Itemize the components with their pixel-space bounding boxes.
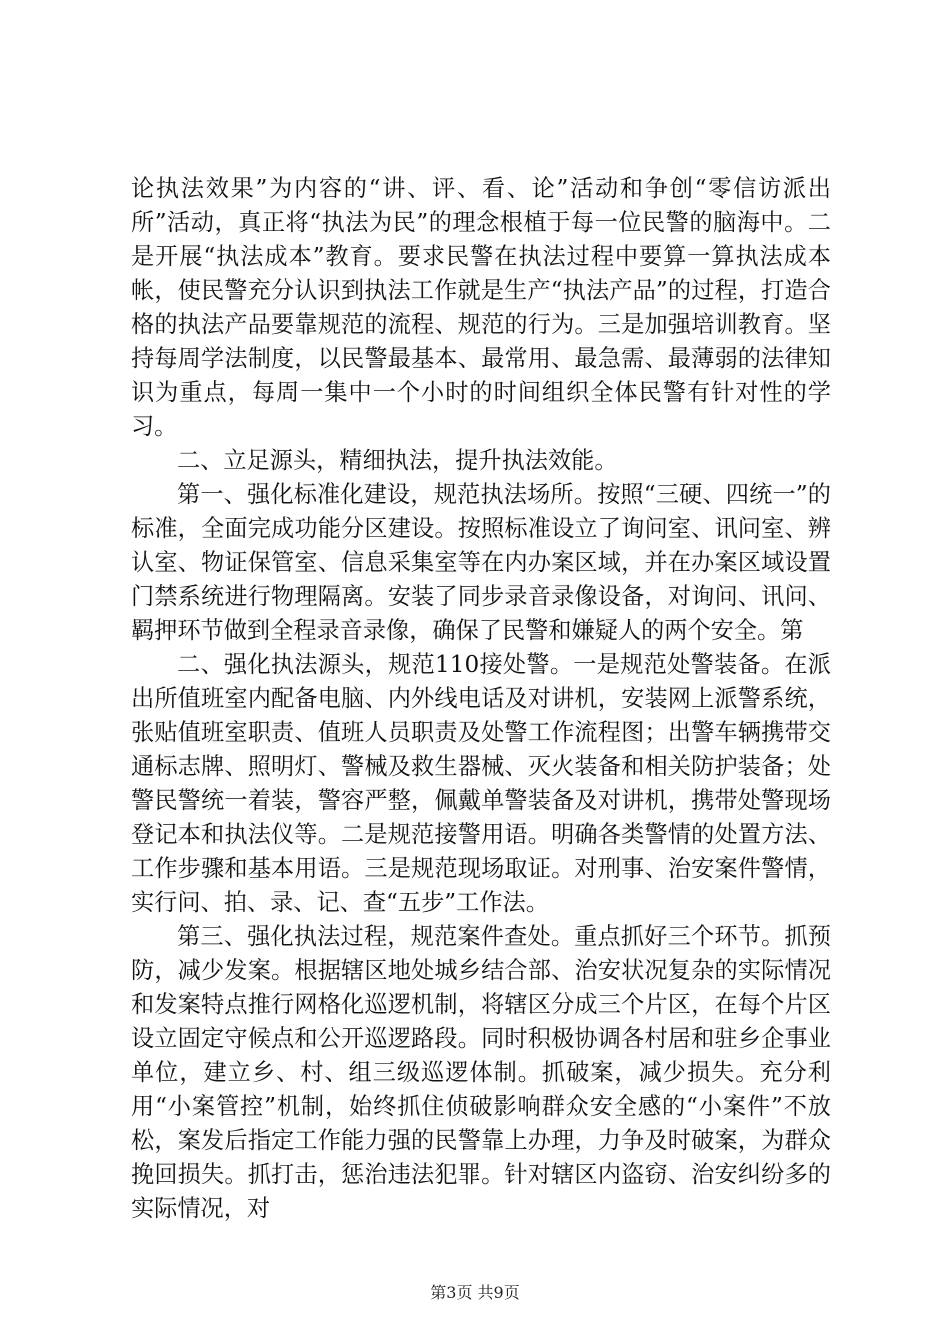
page-footer bbox=[0, 1283, 950, 1303]
paragraph-3: 二、强化执法源头，规范110接处警。一是规范处警装备。在派出所值班室内配备电脑、内外线电话及对讲机，安装网上派警系统，张贴值班室职责、值班人员职责及处警工作流程图；出警车辆携带交通标志牌、照明灯、警械及救生器械、灭火装备和相关防护装备；处警民警统一着装，警容严整，佩戴单警装备及对讲机，携带处警现场登记本和执法仪等。二是规范接警用语。明确各类警情的处置方法、工作步骤和基本用语。三是规范现场取证。对刑事、治安案件警情，实行问、拍、录、记、查“五步”工作法。 bbox=[131, 651, 831, 916]
paragraph-1: 论执法效果”为内容的“讲、评、看、论”活动和争创“零信访派出所”活动，真正将“执法为民”的理念根植于每一位民警的脑海中。二是开展“执法成本”教育。要求民警在执法过程中要算一算执法成本帐，使民警充分认识到执法工作就是生产“执法产品”的过程，打造合格的执法产品要靠规范的流程、规范的行为。三是加强培训教育。坚持每周学法制度，以民警最基本、最常用、最急需、最薄弱的法律知识为重点，每周一集中一个小时的时间组织全体民警有针对性的学习。 bbox=[131, 175, 831, 440]
page-number-label: 第3页 共9页 bbox=[430, 1283, 520, 1302]
paragraph-4: 第三、强化执法过程，规范案件查处。重点抓好三个环节。抓预防，减少发案。根据辖区地处城乡结合部、治安状况复杂的实际情况和发案特点推行网格化巡逻机制，将辖区分成三个片区，在每个片区设立固定守候点和公开巡逻路段。同时积极协调各村居和驻乡企事业单位，建立乡、村、组三级巡逻体制。抓破案，减少损失。充分利用“小案管控”机制，始终抓住侦破影响群众安全感的“小案件”不放松，案发后指定工作能力强的民警靠上办理，力争及时破案，为群众挽回损失。抓打击，惩治违法犯罪。针对辖区内盗窃、治安纠纷多的实际情况，对 bbox=[131, 923, 831, 1222]
section-heading: 二、立足源头，精细执法，提升执法效能。 bbox=[177, 447, 618, 474]
paragraph-2: 第一、强化标准化建设，规范执法场所。按照“三硬、四统一”的标准，全面完成功能分区建设。按照标准设立了询问室、讯问室、辨认室、物证保管室、信息采集室等在内办案区域，并在办案区域设置门禁系统进行物理隔离。安装了同步录音录像设备，对询问、讯问、羁押环节做到全程录音录像，确保了民警和嫌疑人的两个安全。第 bbox=[131, 481, 831, 644]
document-body bbox=[131, 172, 831, 1226]
